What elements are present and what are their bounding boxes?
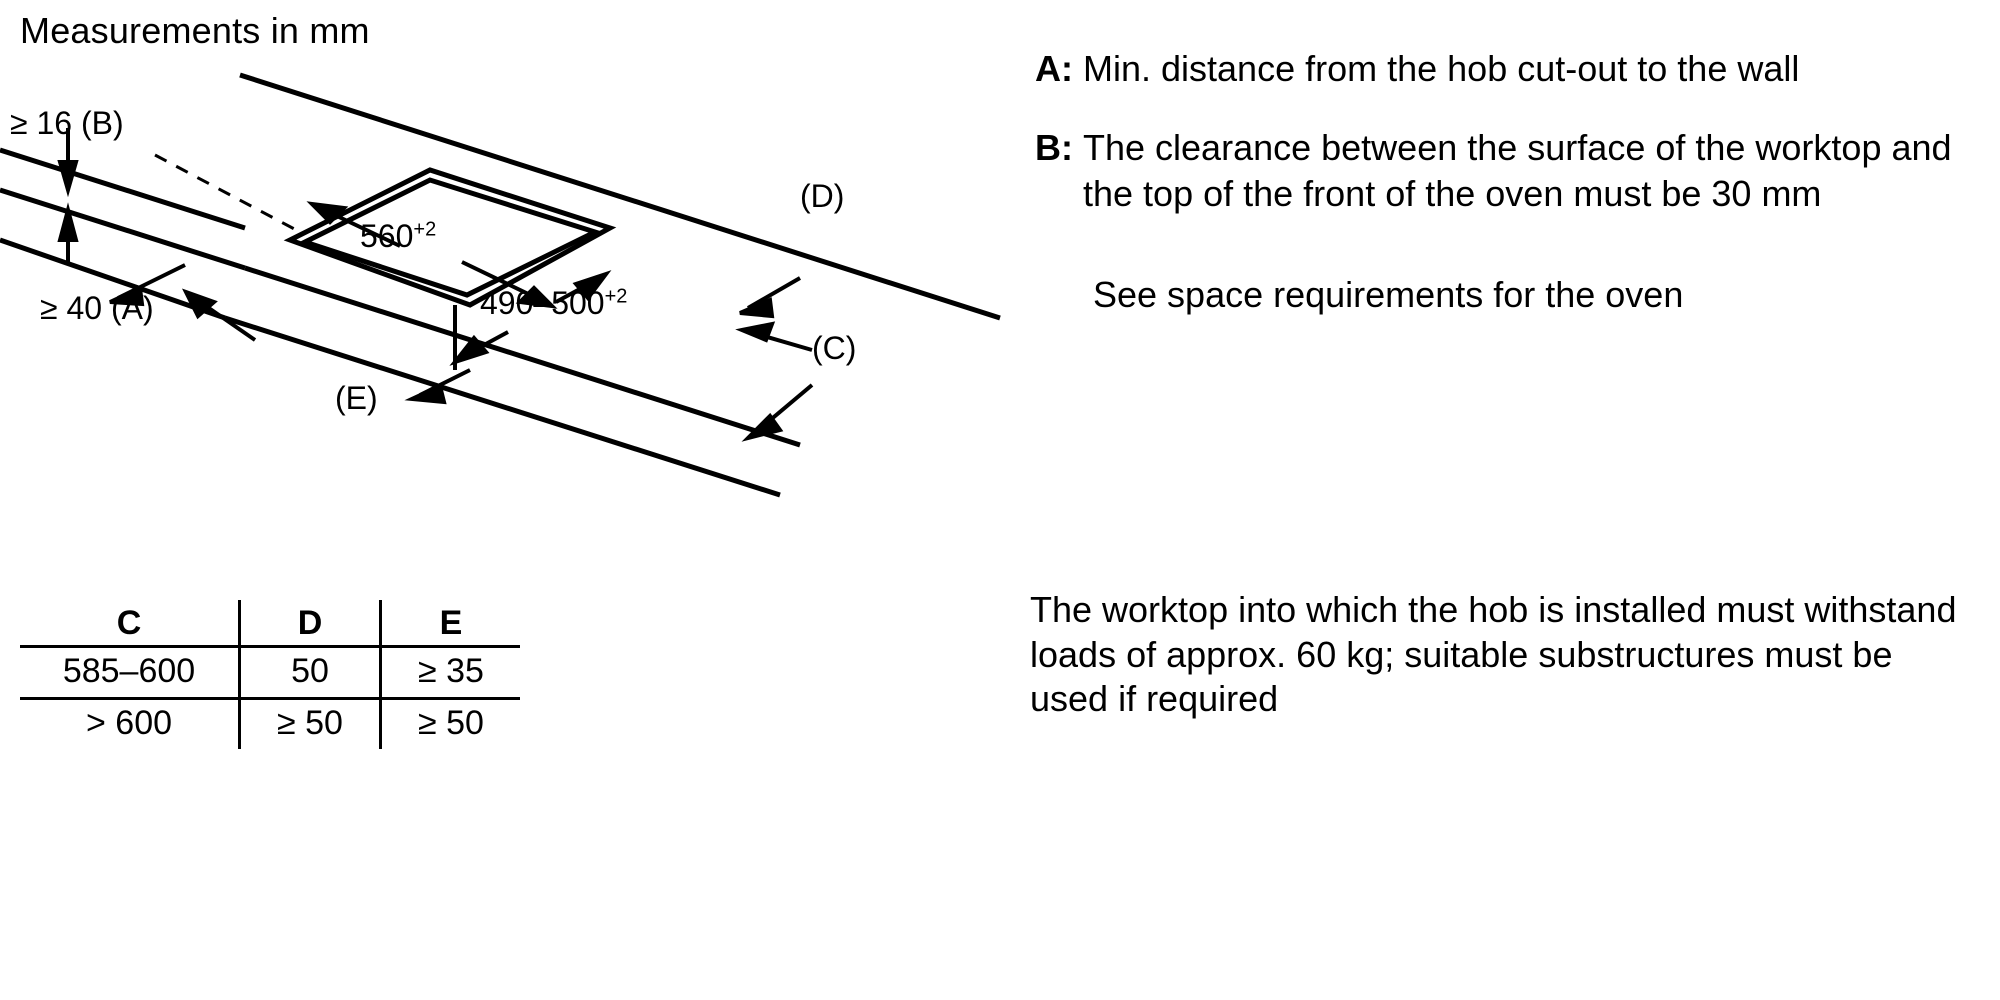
note-b-text: The clearance between the surface of the worktop and the top of the front of the oven must be 30 mm bbox=[1083, 127, 1952, 214]
label-d-marker: (D) bbox=[800, 178, 845, 214]
note-a bbox=[1035, 46, 1965, 91]
table-header-e: E bbox=[381, 600, 521, 647]
hob-cutout-inner bbox=[305, 180, 595, 295]
marker-d-arrow-line bbox=[748, 278, 800, 308]
table-row bbox=[20, 647, 520, 699]
worktop-back-edge-line bbox=[240, 75, 1000, 318]
label-cutout-depth bbox=[480, 285, 627, 322]
marker-c-arrowhead-up bbox=[742, 324, 772, 340]
hob-cutout-diagram bbox=[0, 50, 1010, 550]
label-cutout-width bbox=[360, 218, 436, 255]
note-b bbox=[1035, 125, 1965, 216]
note-b-key: B: bbox=[1035, 127, 1073, 169]
worktop-left-lower-line bbox=[0, 190, 245, 268]
page-title: Measurements in mm bbox=[20, 10, 370, 51]
table-cell-d-1: 50 bbox=[240, 647, 381, 699]
table-cell-e-2: ≥ 50 bbox=[418, 704, 484, 742]
clearance-table-wrapper bbox=[20, 600, 550, 749]
dim-b-arrowhead-down bbox=[60, 162, 76, 190]
table-header-d: D bbox=[240, 600, 381, 647]
see-space-requirements-note: See space requirements for the oven bbox=[1093, 274, 1684, 316]
cutout-width-value: 560 bbox=[360, 218, 414, 254]
label-b-clearance: ≥ 16 (B) bbox=[10, 105, 124, 141]
clearance-table bbox=[20, 600, 520, 749]
table-cell-e-1: ≥ 35 bbox=[381, 647, 521, 699]
cutout-width-tolerance: +2 bbox=[413, 218, 437, 241]
dim-560-arrowhead-left bbox=[312, 204, 344, 222]
label-c-marker: (C) bbox=[812, 330, 857, 366]
label-e-marker: (E) bbox=[335, 380, 378, 416]
worktop-front-edge-line-outer bbox=[225, 318, 780, 495]
cutout-depth-tolerance: +2 bbox=[604, 285, 628, 308]
table-header-row bbox=[20, 600, 520, 647]
notes-column bbox=[1035, 46, 1965, 317]
worktop-load-paragraph: The worktop into which the hob is installed must withstand loads of approx. 60 kg; suitable substructures must be used if required bbox=[1030, 589, 1957, 720]
cutout-depth-value: 490–500 bbox=[480, 285, 605, 321]
table-cell-c-1: 585–600 bbox=[20, 647, 240, 699]
table-row bbox=[20, 699, 520, 750]
note-a-text: Min. distance from the hob cut-out to the wall bbox=[1083, 48, 1800, 89]
worktop-left-upper-line bbox=[0, 150, 245, 228]
label-a-distance: ≥ 40 (A) bbox=[40, 290, 154, 326]
table-header-c: C bbox=[20, 600, 240, 647]
marker-e-arrowhead bbox=[412, 386, 444, 402]
table-cell-d-2: ≥ 50 bbox=[240, 699, 381, 750]
table-cell-c-2: > 600 bbox=[20, 699, 240, 750]
note-a-key: A: bbox=[1035, 48, 1073, 89]
